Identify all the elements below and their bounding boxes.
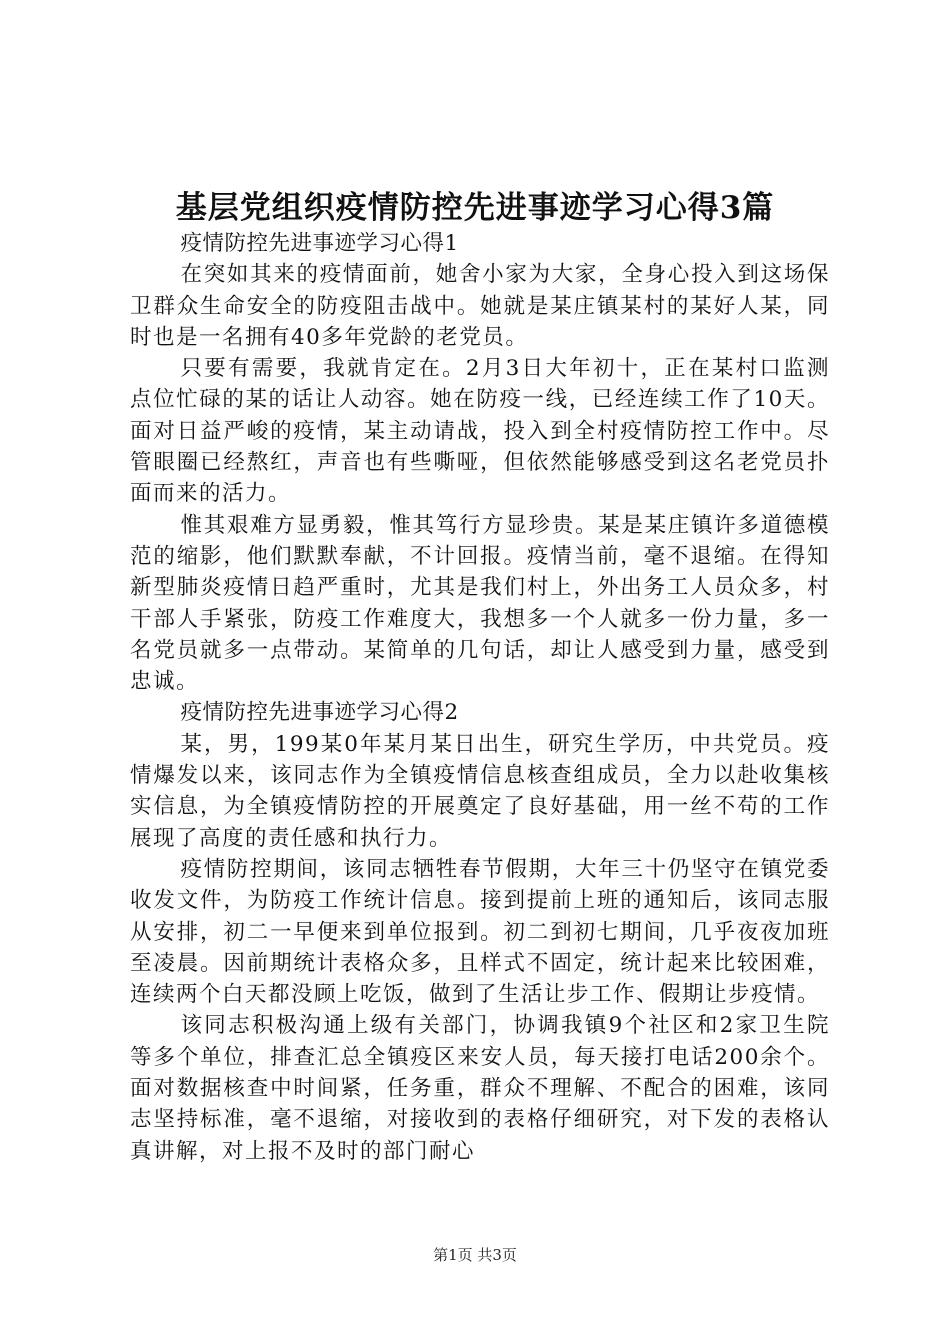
page-number-footer: 第1页 共3页: [433, 1246, 517, 1264]
body-paragraph: 某，男，199某0年某月某日出生，研究生学历，中共党员。疫情爆发以来，该同志作为全镇疫情信息核查组成员，全力以赴收集核实信息，为全镇疫情防控的开展奠定了良好基础，用一丝不苟的工作展现了高度的责任感和执行力。: [130, 731, 830, 851]
body-paragraph: 该同志积极沟通上级有关部门，协调我镇9个社区和2家卫生院等多个单位，排查汇总全镇疫区来安人员，每天接打电话200余个。面对数据核查中时间紧，任务重，群众不理解、不配合的困难，该同志坚持标准，毫不退缩，对接收到的表格仔细研究，对下发的表格认真讲解，对上报不及时的部门耐心: [130, 1013, 830, 1164]
body-paragraph: 疫情防控期间，该同志牺牲春节假期，大年三十仍坚守在镇党委收发文件，为防疫工作统计信息。接到提前上班的通知后，该同志服从安排，初二一早便来到单位报到。初二到初七期间，几乎夜夜加班至凌晨。因前期统计表格众多，且样式不固定，统计起来比较困难，连续两个白天都没顾上吃饭，做到了生活让步工作、假期让步疫情。: [130, 856, 830, 1008]
document-body: [130, 228, 830, 1167]
body-paragraph: 在突如其来的疫情面前，她舍小家为大家，全身心投入到这场保卫群众生命安全的防疫阻击战中。她就是某庄镇某村的某好人某，同时也是一名拥有40多年党龄的老党员。: [130, 262, 830, 350]
body-paragraph: 惟其艰难方显勇毅，惟其笃行方显珍贵。某是某庄镇许多道德模范的缩影，他们默默奉献，不计回报。疫情当前，毫不退缩。在得知新型肺炎疫情日趋严重时，尤其是我们村上，外出务工人员众多，村干部人手紧张，防疫工作难度大，我想多一个人就多一份力量，多一名党员就多一点带动。某简单的几句话，却让人感受到力量，感受到忠诚。: [130, 512, 830, 695]
document-title: 基层党组织疫情防控先进事迹学习心得3篇: [175, 190, 775, 226]
section-heading-1: 疫情防控先进事迹学习心得1: [180, 231, 459, 256]
body-paragraph: 只要有需要，我就肯定在。2月3日大年初十，正在某村口监测点位忙碌的某的话让人动容。她在防疫一线，已经连续工作了10天。面对日益严峻的疫情，某主动请战，投入到全村疫情防控工作中。尽管眼圈已经熬红，声音也有些嘶哑，但依然能够感受到这名老党员扑面而来的活力。: [130, 356, 830, 507]
section-heading-2: 疫情防控先进事迹学习心得2: [180, 700, 459, 726]
